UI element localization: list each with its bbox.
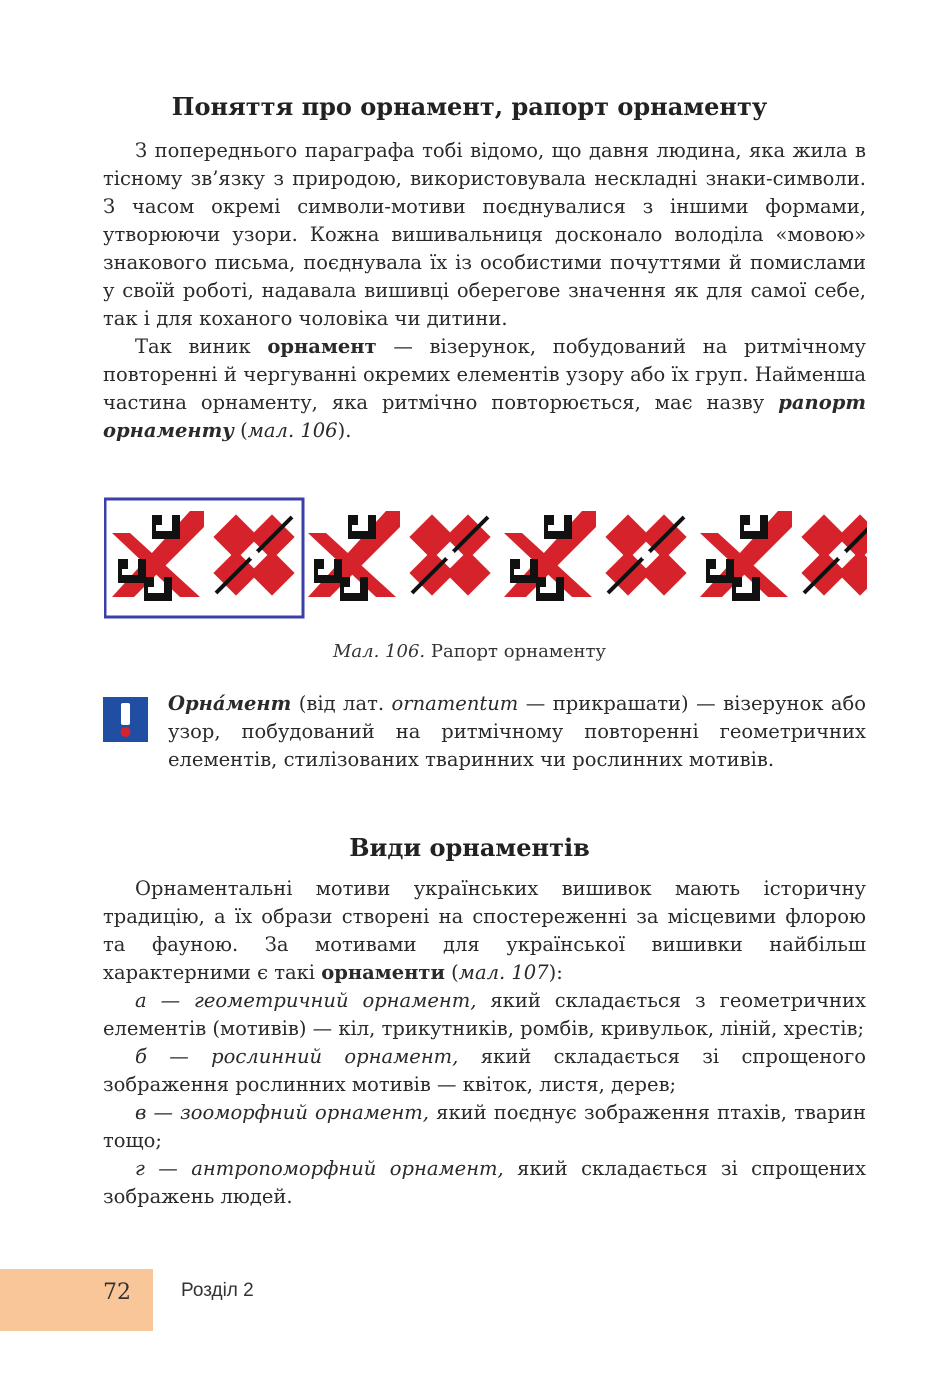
term-ornament: орнамент bbox=[267, 335, 377, 358]
paragraph-3: Орнаментальні мотиви українських вишивок мають історичну традицію, а їх образи створені на спостереженні за місцевими флорою та фауною. За мотивами для української вишивки найбільш характерними є такі орнаменти (мал. 107): bbox=[103, 877, 866, 984]
list-item: а — геометричний орнамент, який складається з геометричних елементів (мотивів) — кіл, трикутників, ромбів, кривульок, ліній, хрестів; bbox=[103, 989, 867, 1040]
intro-paragraph bbox=[103, 137, 866, 445]
figure-caption bbox=[0, 641, 939, 662]
term-ornaments: орнаменти bbox=[321, 961, 445, 984]
embroidery-ornament-figure bbox=[104, 497, 867, 619]
definition-block: Орна́мент (від лат. ornamentum — прикрашати) — візерунок або узор, побудований на ритмічному повторенні геометричних елементів, стилізованих тваринних чи рослинних мотивів. bbox=[168, 692, 866, 771]
ornament-scroll bbox=[536, 577, 564, 601]
ornament-scroll bbox=[732, 577, 760, 601]
ornament-center bbox=[249, 550, 259, 560]
figure-ref-107: мал. 107 bbox=[458, 961, 549, 984]
figure-caption-text: Рапорт орнаменту bbox=[430, 641, 607, 662]
list-item: в — зооморфний орнамент, який поєднує зображення птахів, тварин тощо; bbox=[103, 1101, 866, 1152]
exclamation-icon bbox=[103, 697, 148, 742]
figure-caption-label: Мал. 106. bbox=[332, 641, 426, 662]
page-number: 72 bbox=[103, 1280, 131, 1305]
types-paragraph bbox=[103, 875, 866, 1211]
list-item: б — рослинний орнамент, який складається зі спрощеного зображення рослинних мотивів — квіток, листя, дерев; bbox=[103, 1045, 866, 1096]
ornament-center bbox=[837, 550, 847, 560]
ornament-scroll bbox=[340, 577, 368, 601]
ornament-scroll bbox=[314, 559, 342, 583]
list-item: г — антропоморфний орнамент, який складається зі спрощених зображень людей. bbox=[103, 1157, 866, 1208]
paragraph-2: Так виник орнамент — візерунок, побудований на ритмічному повторенні й чергуванні окремих елементів узору або їх груп. Найменша частина орнаменту, яка ритмічно повторюється, має назву рапорт орнаменту (мал. 106). bbox=[103, 335, 866, 442]
term-rapport: рапорт орнаменту bbox=[103, 391, 866, 442]
section-label: Розділ 2 bbox=[181, 1280, 254, 1301]
ornament-scroll bbox=[544, 515, 572, 539]
ornament-center bbox=[641, 550, 651, 560]
section-heading-ornament: Поняття про орнамент, рапорт орнаменту bbox=[171, 92, 768, 121]
latin-word: ornamentum bbox=[391, 692, 519, 715]
ornament-scroll bbox=[706, 559, 734, 583]
ornament-scroll bbox=[510, 559, 538, 583]
paragraph-1: З попереднього параграфа тобі відомо, що давня людина, яка жила в тісному зв’язку з природою, використовувала нескладні знаки-символи. З часом окремі символи-мотиви поєднувалися з іншими формами, утворюючи узори. Кожна вишивальниця досконало володіла «мовою» знакового письма, поєднувала їх із особистими почуттями й помислами у своїй роботі, надавала вишивці оберегове значення як для самої себе, так і для коханого чоловіка чи дитини. bbox=[103, 139, 866, 330]
ornament-scroll bbox=[152, 515, 180, 539]
ornament-scroll bbox=[740, 515, 768, 539]
ornament-scroll bbox=[118, 559, 146, 583]
definition-term: Орна́мент bbox=[168, 692, 292, 715]
ornament-scroll bbox=[348, 515, 376, 539]
ornament-center bbox=[445, 550, 455, 560]
ornament-scroll bbox=[144, 577, 172, 601]
section-heading-types: Види орнаментів bbox=[349, 833, 590, 862]
figure-ref-106: мал. 106 bbox=[247, 419, 338, 442]
